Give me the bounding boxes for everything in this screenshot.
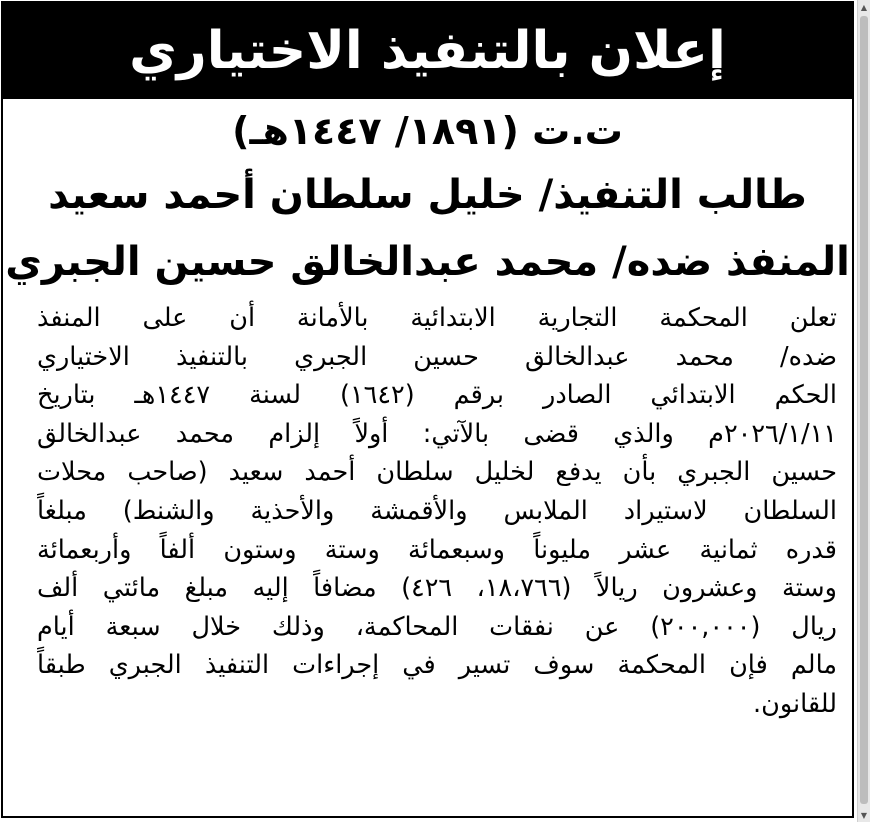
body-line: ٢٠٢٦/١/١١م والذي قضى بالآتي: أولاً إلزام محمد عبدالخالق [37,418,837,449]
body-line: قدره ثمانية عشر مليوناً وسبعمائة وستة وستون ألفاً وأربعمائة [37,534,837,565]
scrollbar-thumb[interactable] [860,16,868,804]
execution-requester: طالب التنفيذ/ خليل سلطان أحمد سعيد [48,172,807,218]
body-line: ريال (٢٠٠,٠٠٠) عن نفقات المحاكمة، وذلك خلال سبعة أيام [37,611,837,642]
body-line: وستة وعشرون ريالاً (١٨،٧٦٦، ٤٢٦) مضافاً إليه مبلغ مائتي ألف [37,573,837,604]
scroll-down-icon[interactable]: ▼ [860,810,868,820]
body-line: مالم فإن المحكمة سوف تسير في إجراءات التنفيذ الجبري طبقاً [37,650,837,681]
body-line: حسين الجبري بأن يدفع لخليل سلطان أحمد سعيد (صاحب محلات [37,457,837,488]
execution-debtor: المنفذ ضده/ محمد عبدالخالق حسين الجبري [5,239,850,285]
body-line: الحكم الابتدائي الصادر برقم (١٦٤٢) لسنة ١٤٤٧هـ بتاريخ [37,380,837,411]
vertical-scrollbar[interactable] [857,0,870,822]
body-line: للقانون. [753,688,837,719]
notice-title: إعلان بالتنفيذ الاختياري [3,3,852,99]
case-number: ت.ت (١٨٩١/ ١٤٤٧هـ) [232,109,623,153]
notice-body [37,299,837,724]
body-line: ضده/ محمد عبدالخالق حسين الجبري بالتنفيذ الاختياري [37,341,837,372]
notice-frame [1,1,854,818]
body-line: السلطان لاستيراد الملابس والأقمشة والأحذية والشنط) مبلغاً [37,495,837,526]
body-line: تعلن المحكمة التجارية الابتدائية بالأمانة أن على المنفذ [37,303,837,333]
scroll-up-icon[interactable]: ▲ [860,2,868,12]
